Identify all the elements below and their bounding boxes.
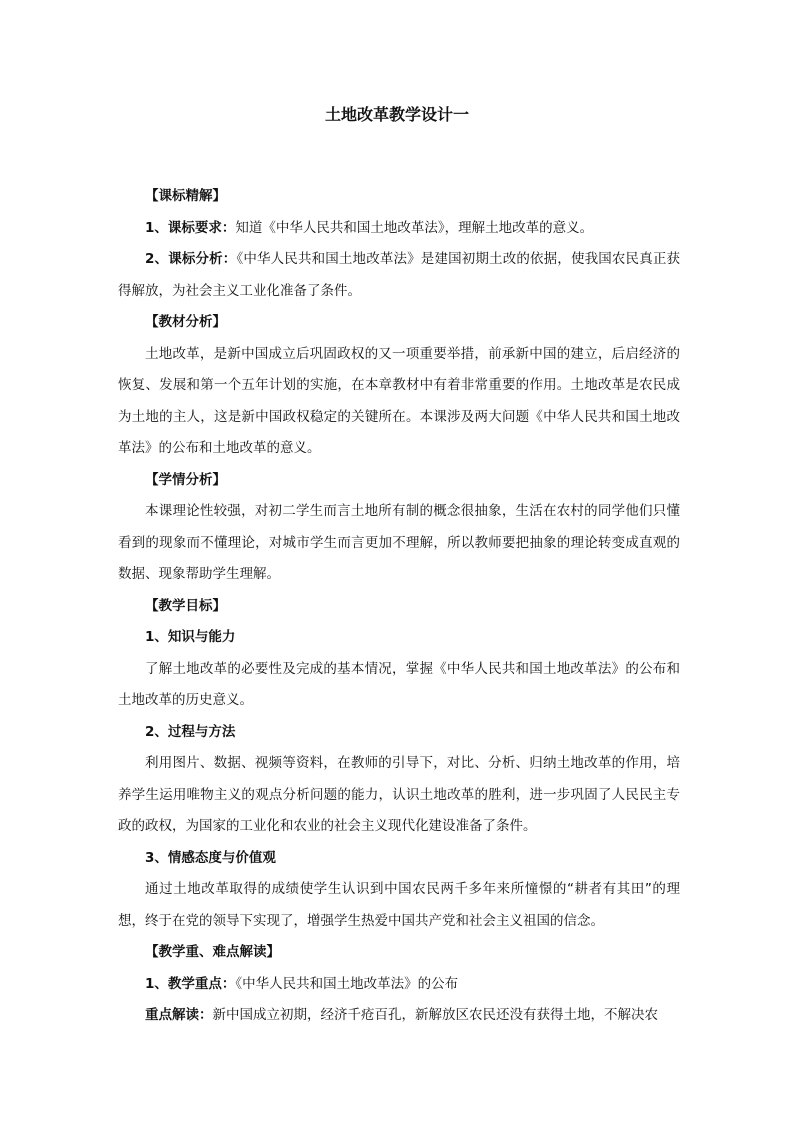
section-heading-goals: 【教学目标】 [145, 597, 226, 614]
item-text: 知道《中华人民共和国土地改革法》，理解土地改革的意义。 [235, 219, 594, 236]
subheading-values: 3、情感态度与价值观 [145, 849, 276, 866]
paragraph-values: 通过土地改革取得的成绩使学生认识到中国农民两千多年来所憧憬的“耕者有其田”的理想，终于在党的领导下实现了，增强学生热爱中国共产党和社会主义祖国的信念。 [118, 881, 680, 929]
document-title: 土地改革教学设计一 [324, 105, 469, 124]
section-heading-students: 【学情分析】 [145, 471, 226, 488]
item-label: 重点解读： [145, 1007, 213, 1023]
subheading-knowledge: 1、知识与能力 [145, 629, 236, 645]
paragraph-students: 本课理论性较强，对初二学生而言土地所有制的概念很抽象，生活在农村的同学他们只懂看到的现象而不懂理论，对城市学生而言更加不理解，所以教师要把抽象的理论转变成直观的数据、现象帮助学生理解。 [118, 503, 680, 582]
item-label: 1、教学重点： [145, 975, 236, 992]
paragraph-process: 利用图片、数据、视频等资料，在教师的引导下，对比、分析、归纳土地改革的作用，培养学生运用唯物主义的观点分析问题的能力，认识土地改革的胜利，进一步巩固了人民民主专政的政权，为国家的工业化和农业的社会主义现代化建设准备了条件。 [118, 755, 680, 834]
item-text: 《中华人民共和国土地改革法》是建国初期土改的依据，使我国农民真正获得解放，为社会主义工业化准备了条件。 [118, 251, 680, 299]
paragraph-curriculum-requirement [118, 213, 680, 245]
section-heading-textbook: 【教材分析】 [145, 314, 226, 330]
item-text: 新中国成立初期，经济千疮百孔，新解放区农民还没有获得土地，不解决农 [212, 1007, 658, 1023]
item-label: 2、课标分析： [145, 251, 237, 267]
item-text: 《中华人民共和国土地改革法》的公布 [235, 975, 459, 992]
paragraph-key-interpretation [118, 1000, 680, 1032]
paragraph-curriculum-analysis [118, 244, 680, 307]
item-label: 1、课标要求： [145, 219, 236, 236]
paragraph-textbook: 土地改革，是新中国成立后巩固政权的又一项重要举措，前承新中国的建立，后启经济的恢复、发展和第一个五年计划的实施，在本章教材中有着非常重要的作用。土地改革是农民成为土地的主人，这是新中国政权稳定的关键所在。本课涉及两大问题《中华人民共和国土地改革法》的公布和土地改革的意义。 [118, 345, 680, 456]
subheading-process: 2、过程与方法 [145, 723, 236, 740]
paragraph-key-focus [118, 969, 680, 1001]
section-heading-keypoints: 【教学重、难点解读】 [145, 944, 280, 960]
paragraph-knowledge: 了解土地改革的必要性及完成的基本情况，掌握《中华人民共和国土地改革法》的公布和土地改革的历史意义。 [118, 660, 680, 708]
section-heading-curriculum: 【课标精解】 [145, 188, 226, 204]
document-body [118, 181, 680, 1032]
